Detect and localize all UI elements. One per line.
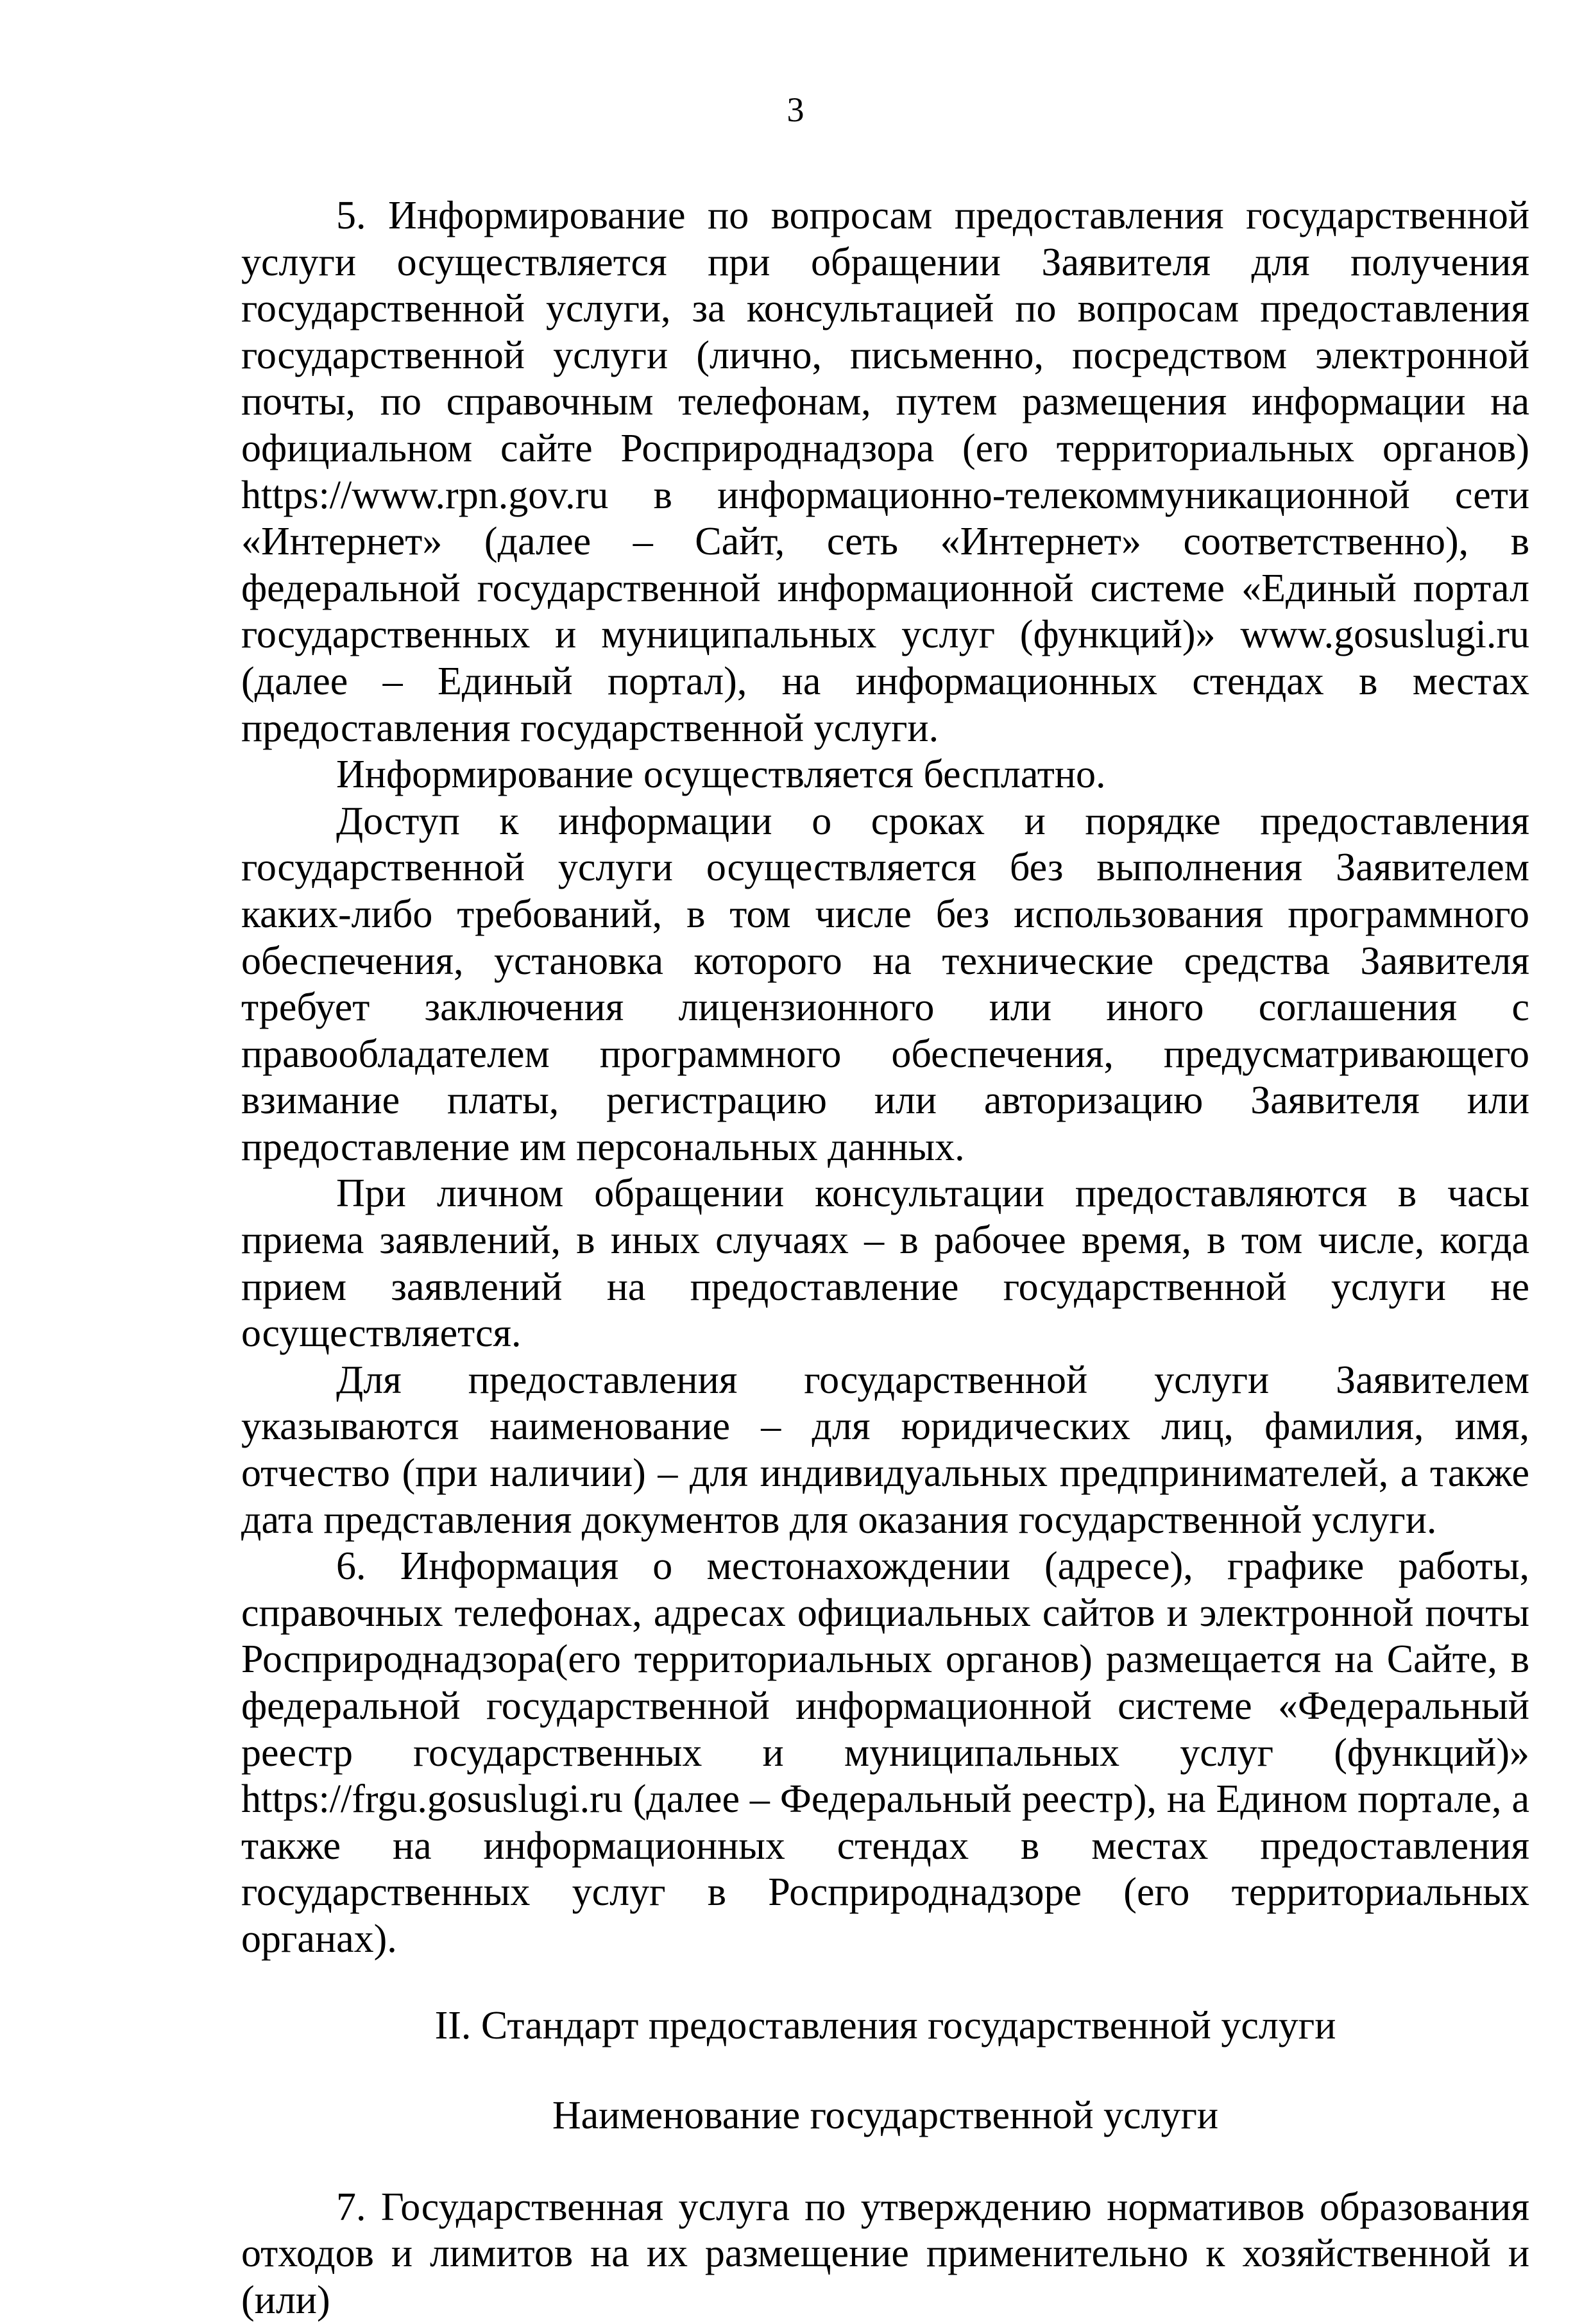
paragraph-applicant-details: Для предоставления государственной услуги Заявителем указываются наименование – для юридических лиц, фамилия, имя, отчество (при наличии) – для индивидуальных предпринимателей, а также дата представления документов для оказания государственной услуги. xyxy=(241,1358,1529,1542)
document-body xyxy=(241,192,1529,2324)
page-number: 3 xyxy=(787,90,804,129)
paragraph-free-of-charge: Информирование осуществляется бесплатно. xyxy=(336,753,1106,797)
paragraph-personal-consultation: При личном обращении консультации предоставляются в часы приема заявлений, в иных случаях – в рабочее время, в том числе, когда прием заявлений на предоставление государственной услуги не осуществляется. xyxy=(241,1172,1529,1356)
paragraph-access-to-information: Доступ к информации о сроках и порядке предоставления государственной услуги осуществляется без выполнения Заявителем каких-либо требований, в том числе без использования программного обеспечения, установка которого на технические средства Заявителя требует заключения лицензионного или иного соглашения с правообладателем программного обеспечения, предусматривающего взимание платы, регистрацию или авторизацию Заявителя или предоставление им персональных данных. xyxy=(241,799,1529,1169)
paragraph-item-5: 5. Информирование по вопросам предоставления государственной услуги осуществляется при обращении Заявителя для получения государственной услуги, за консультацией по вопросам предоставления государственной услуги (лично, письменно, посредством электронной почты, по справочным телефонам, путем размещения информации на официальном сайте Росприроднадзора (его территориальных органов) https://www.rpn.gov.ru в информационно-телекоммуникационной сети «Интернет» (далее – Сайт, сеть «Интернет» соответственно), в федеральной государственной информационной системе «Единый портал государственных и муниципальных услуг (функций)» www.gosuslugi.ru (далее – Единый портал), на информационных стендах в местах предоставления государственной услуги. xyxy=(241,194,1529,750)
subsection-title: Наименование государственной услуги xyxy=(552,2094,1219,2138)
section-title: II. Стандарт предоставления государственной услуги xyxy=(434,2003,1336,2047)
paragraph-item-7: 7. Государственная услуга по утверждению нормативов образования отходов и лимитов на их размещение применительно к хозяйственной и (или) xyxy=(241,2185,1529,2322)
paragraph-item-6: 6. Информация о местонахождении (адресе), графике работы, справочных телефонах, адресах официальных сайтов и электронной почты Росприроднадзора(его территориальных органов) размещается на Сайте, в федеральной государственной информационной системе «Федеральный реестр государственных и муниципальных услуг (функций)» https://frgu.gosuslugi.ru (далее – Федеральный реестр), на Едином портале, а также на информационных стендах в местах предоставления государственных услуг в Росприроднадзоре (его территориальных органах). xyxy=(241,1544,1529,1961)
